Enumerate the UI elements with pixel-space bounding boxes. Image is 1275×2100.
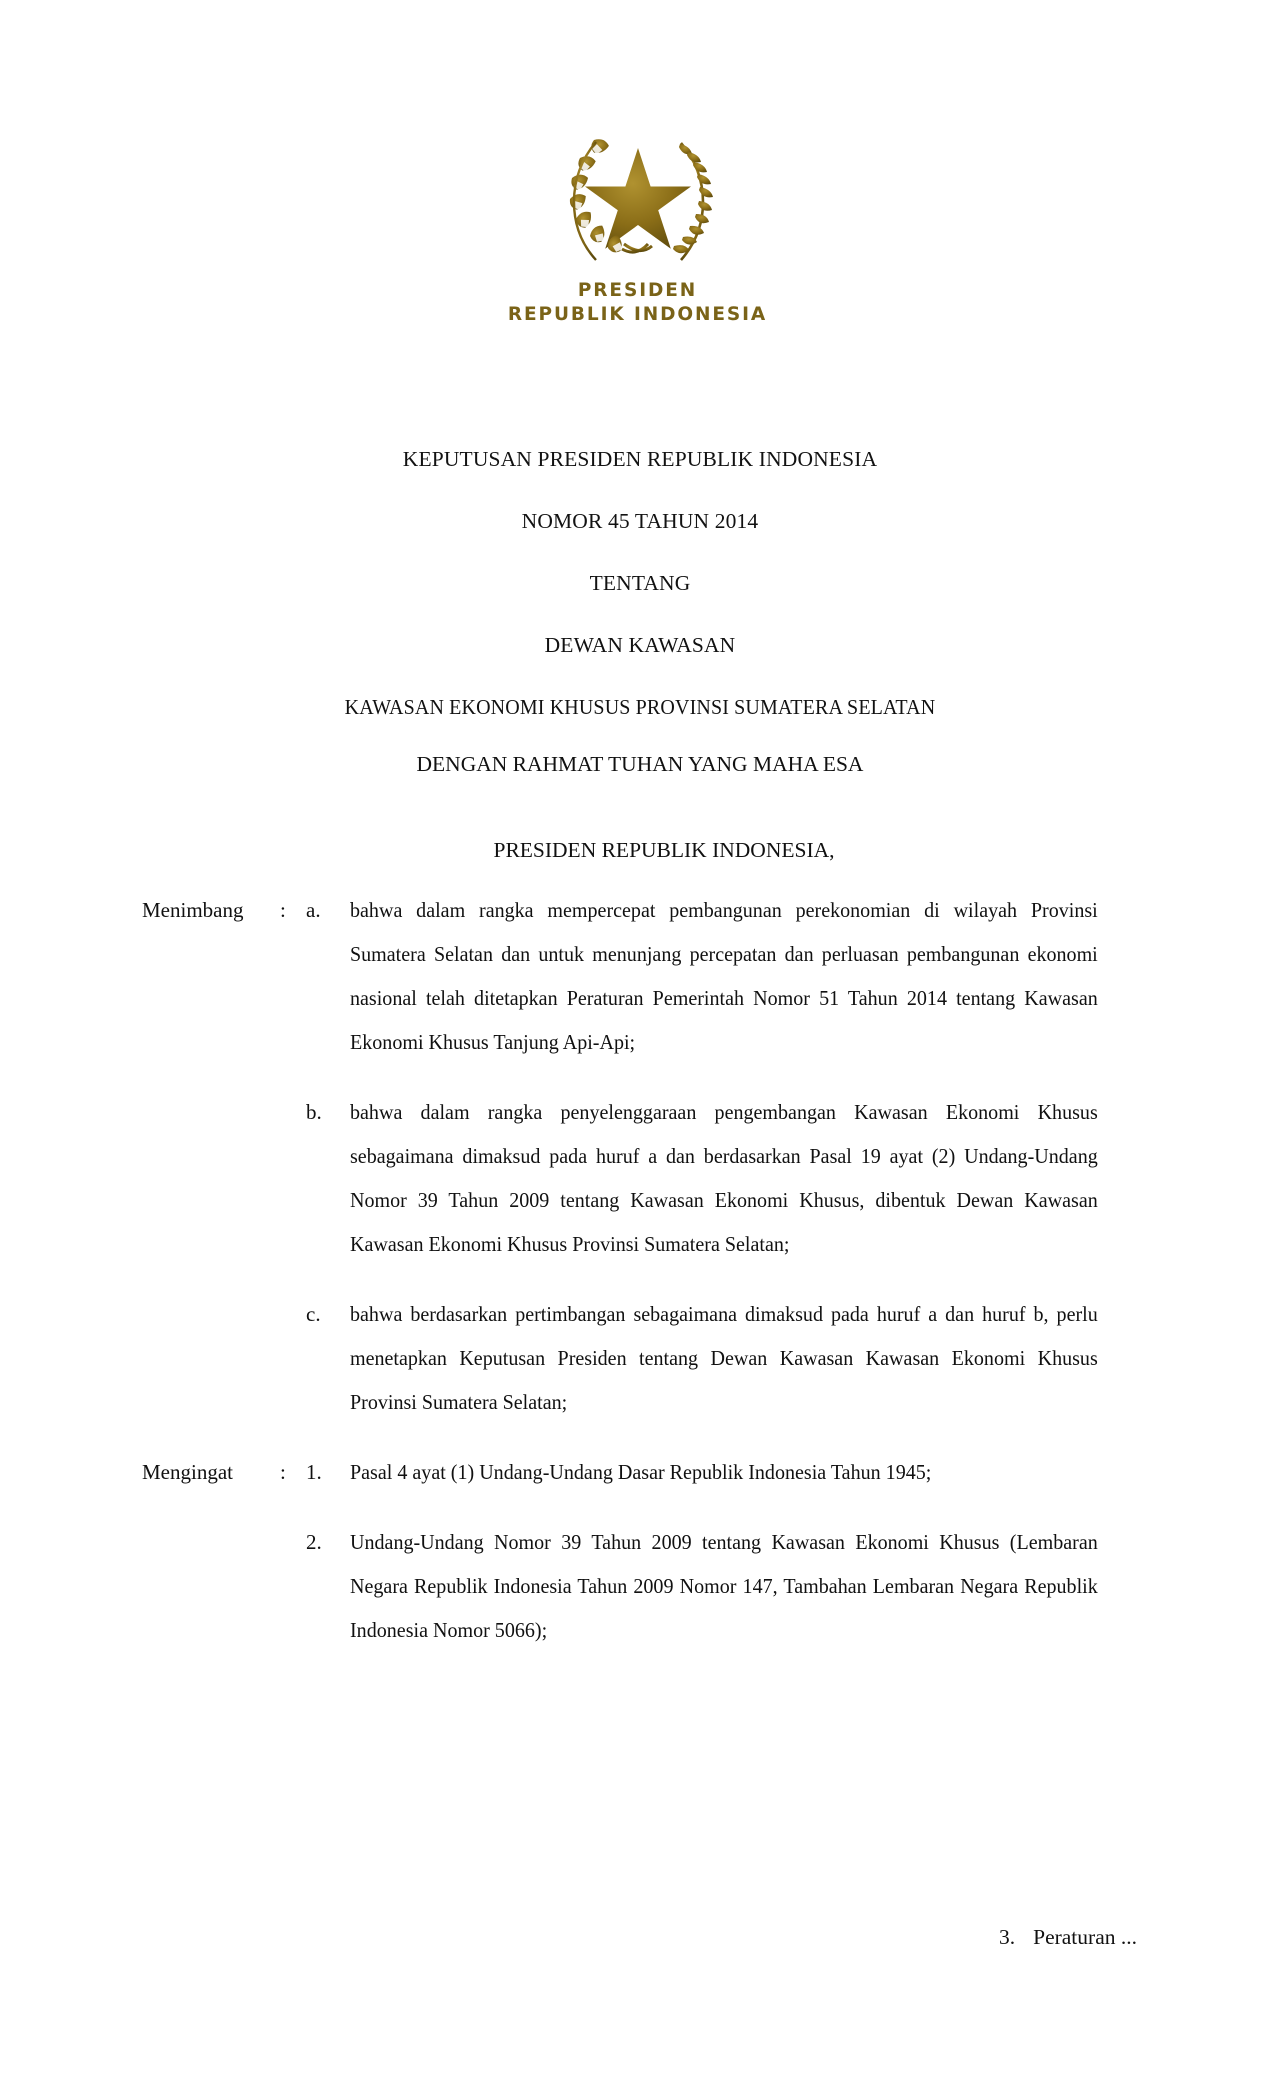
clause-row-menimbang-a (142, 888, 1133, 1064)
clause-row-mengingat-2 (142, 1520, 1133, 1652)
footer-catchword (0, 1925, 1137, 1950)
title-spacer (140, 542, 1140, 562)
clause-text-1 (350, 1450, 1133, 1494)
title-line-keputusan: KEPUTUSAN PRESIDEN REPUBLIK INDONESIA (402, 447, 878, 471)
title-spacer (140, 666, 1140, 686)
clause-text-a-inner: bahwa dalam rangka mempercepat pembangunan perekonomian di wilayah Provinsi Sumatera Selatan dan untuk menunjang percepatan dan perluasan pembangunan ekonomi nasional telah ditetapkan Peraturan Pemerintah Nomor 51 Tahun 2014 tentang Kawasan Ekonomi Khusus Tanjung Api-Api; (350, 898, 1098, 1054)
menimbang-colon: : (280, 898, 286, 922)
letterhead (0, 118, 1275, 327)
footer-catchword-marker: 3. (998, 1925, 1016, 1949)
clause-text-b (350, 1090, 1133, 1266)
document-body (142, 888, 1137, 1652)
title-spacer (140, 480, 1140, 500)
menimbang-label: Menimbang (142, 898, 244, 922)
clause-text-c-inner: bahwa berdasarkan pertimbangan sebagaimana dimaksud pada huruf a dan huruf b, perlu menetapkan Keputusan Presiden tentang Dewan Kawasan Kawasan Ekonomi Khusus Provinsi Sumatera Selatan; (350, 1302, 1098, 1414)
clause-row-menimbang-b (142, 1090, 1133, 1266)
footer-catchword-text: Peraturan ... (1033, 1925, 1137, 1949)
clause-text-2 (350, 1520, 1133, 1652)
title-line-tentang: TENTANG (589, 571, 691, 595)
title-line-kek-sumatera-selatan: KAWASAN EKONOMI KHUSUS PROVINSI SUMATERA SELATAN (344, 695, 936, 719)
title-line-dewan-kawasan: DEWAN KAWASAN (544, 633, 736, 657)
title-line-nomor: NOMOR 45 TAHUN 2014 (521, 509, 759, 533)
letterhead-text (0, 279, 1275, 327)
clause-row-menimbang-c (142, 1292, 1133, 1424)
letterhead-line-republik-indonesia: REPUBLIK INDONESIA (507, 304, 768, 326)
clause-text-2-inner: Undang-Undang Nomor 39 Tahun 2009 tentang Kawasan Ekonomi Khusus (Lembaran Negara Republik Indonesia Tahun 2009 Nomor 147, Tambahan Lembaran Negara Republik Indonesia Nomor 5066); (350, 1530, 1098, 1642)
clause-marker-b: b. (306, 1100, 322, 1124)
clause-marker-1: 1. (306, 1460, 322, 1484)
clause-row-mengingat-1 (142, 1450, 1133, 1494)
letterhead-line-presiden: PRESIDEN (577, 280, 698, 301)
signatory-line: PRESIDEN REPUBLIK INDONESIA, (493, 838, 835, 862)
garuda-star-wreath-emblem (538, 118, 738, 273)
clause-marker-2: 2. (306, 1530, 322, 1554)
clause-text-b-inner: bahwa dalam rangka penyelenggaraan pengembangan Kawasan Ekonomi Khusus sebagaimana dimaksud pada huruf a dan berdasarkan Pasal 19 ayat (2) Undang-Undang Nomor 39 Tahun 2009 tentang Kawasan Ekonomi Khusus, dibentuk Dewan Kawasan Kawasan Ekonomi Khusus Provinsi Sumatera Selatan; (350, 1100, 1098, 1256)
mengingat-colon: : (280, 1460, 286, 1484)
clause-text-c (350, 1292, 1133, 1424)
invocation-line: DENGAN RAHMAT TUHAN YANG MAHA ESA (416, 752, 864, 776)
mengingat-label: Mengingat (142, 1460, 233, 1484)
clause-marker-c: c. (306, 1302, 321, 1326)
title-block (140, 438, 1140, 728)
clause-text-a (350, 888, 1133, 1064)
clause-marker-a: a. (306, 898, 321, 922)
title-spacer (140, 604, 1140, 624)
clause-text-1-inner: Pasal 4 ayat (1) Undang-Undang Dasar Republik Indonesia Tahun 1945; (350, 1460, 932, 1484)
